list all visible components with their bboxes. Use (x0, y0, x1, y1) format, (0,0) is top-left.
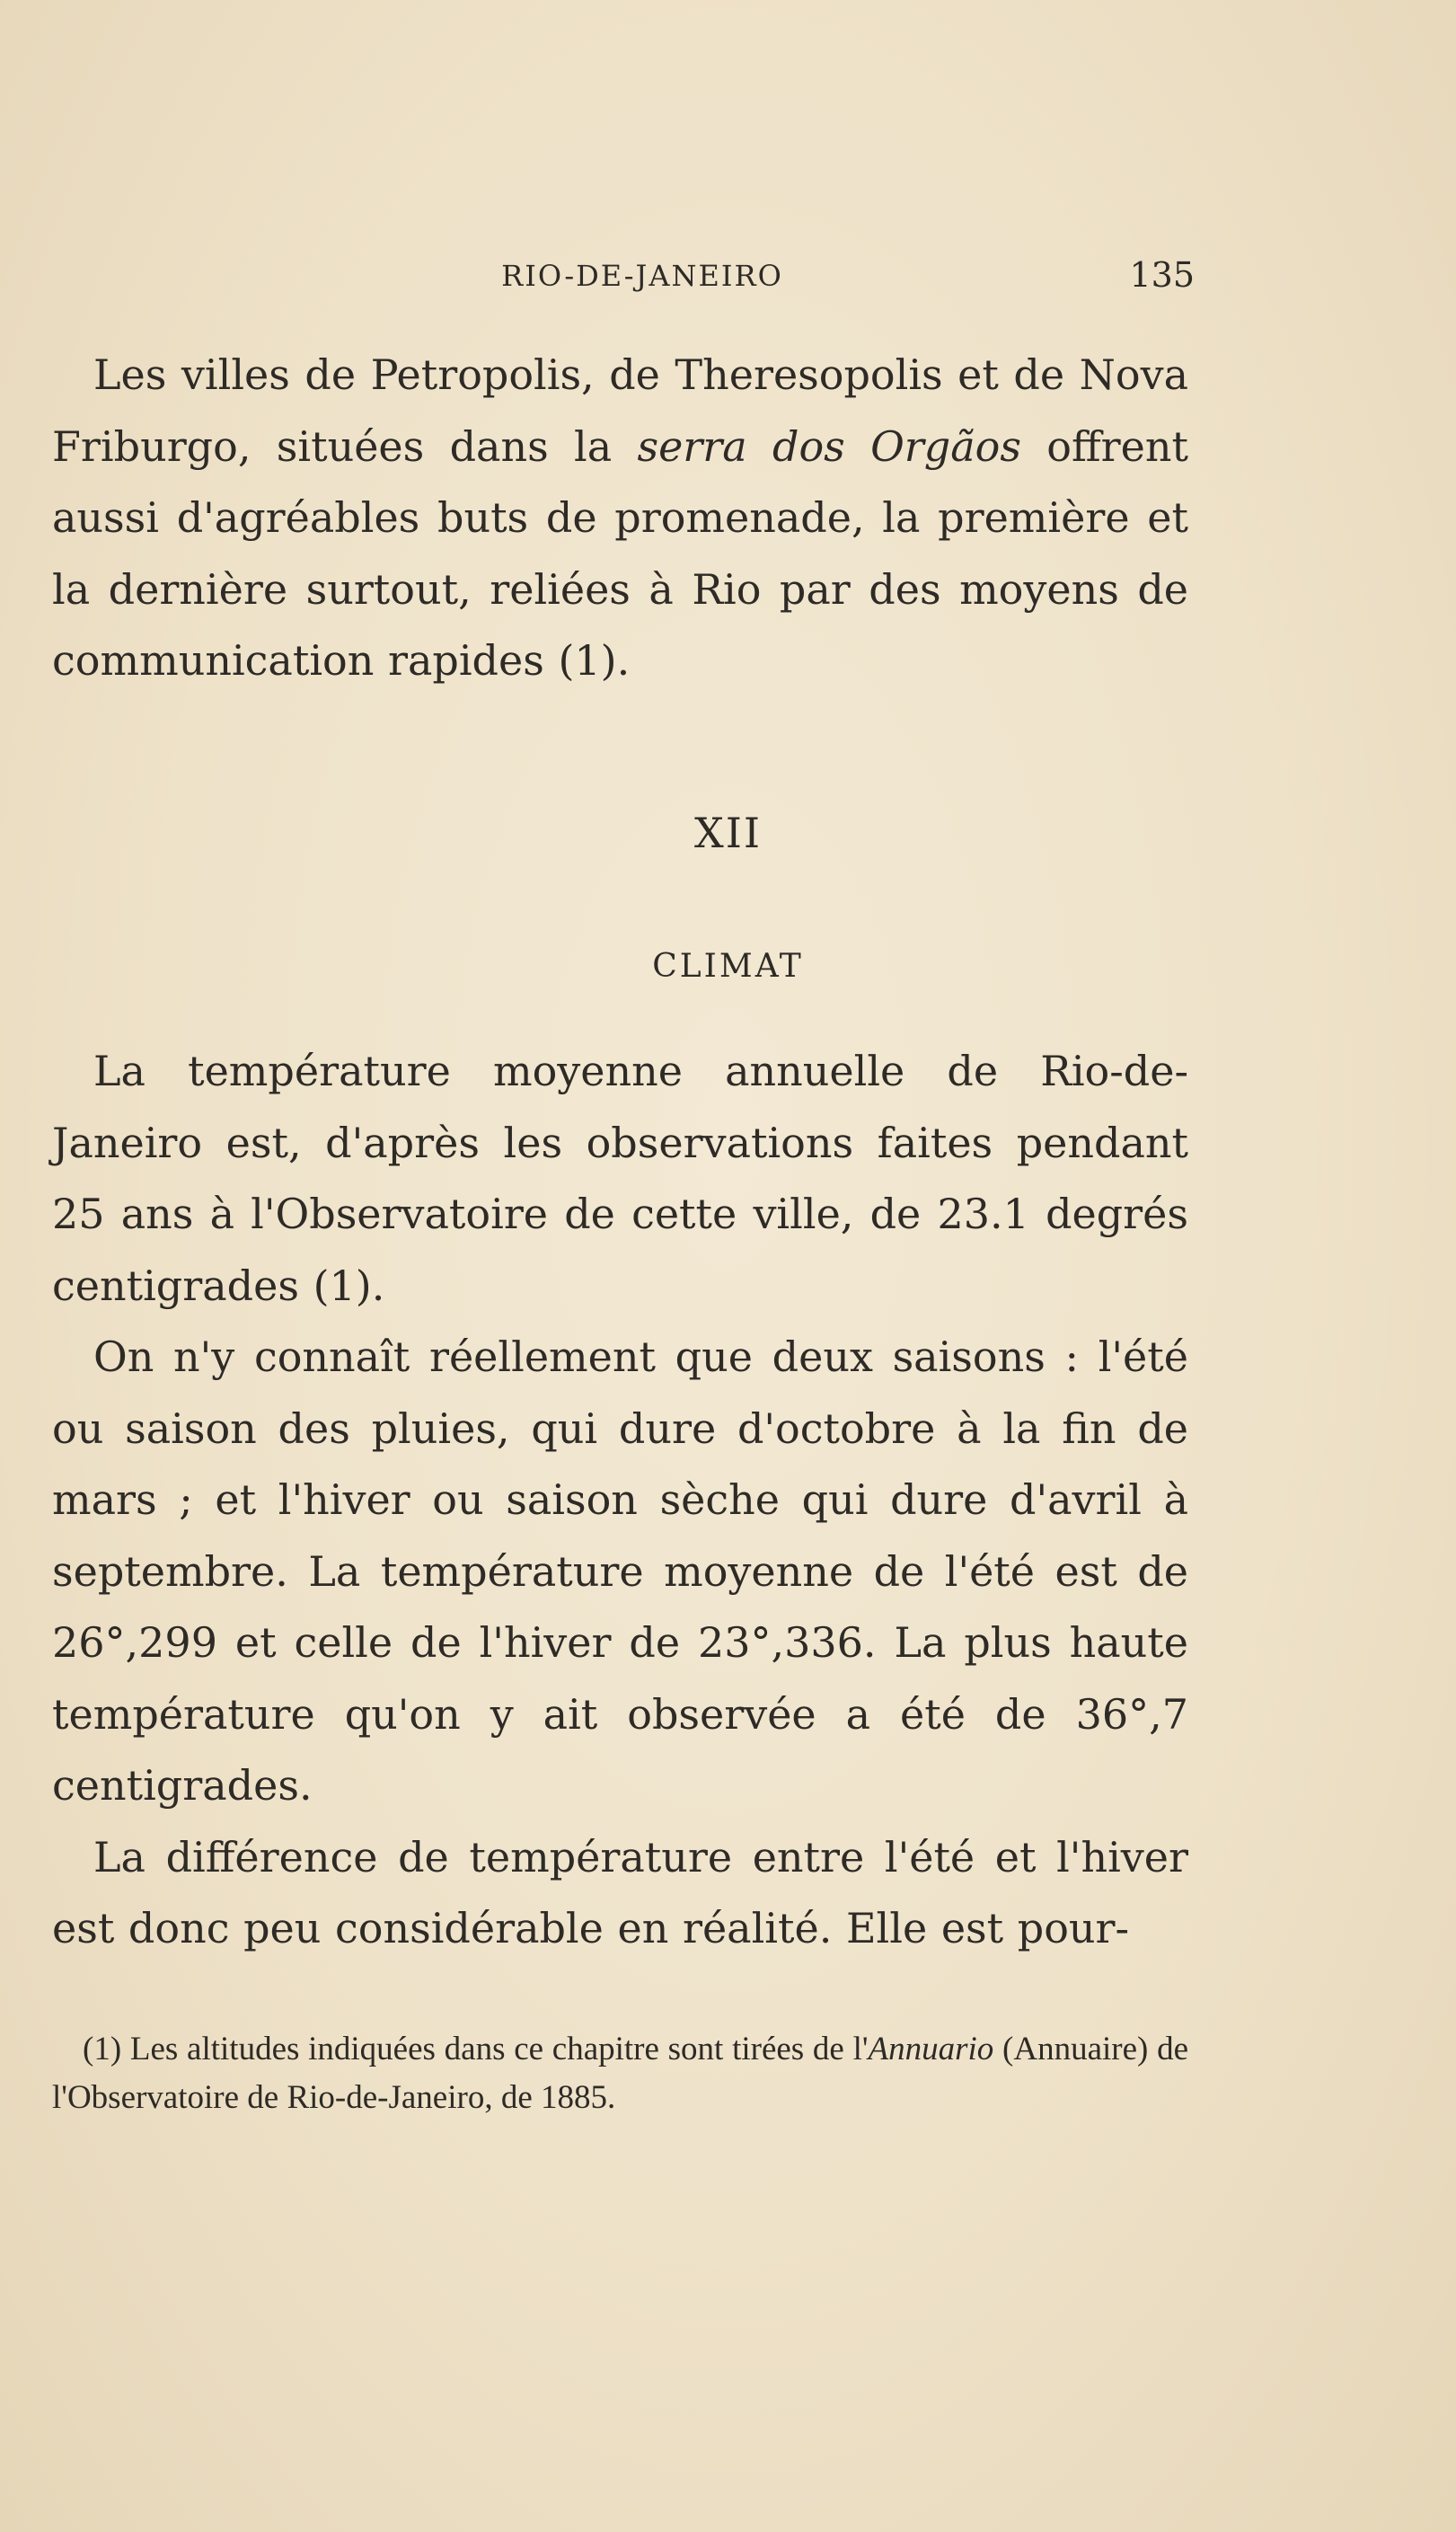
section-title: CLIMAT (652, 948, 804, 985)
paragraph-excursions (52, 340, 1188, 697)
footnote-italic-term: Annuario (868, 2031, 994, 2067)
running-title: RIO-DE-JANEIRO (501, 259, 783, 293)
paragraph-text: La différence de température entre l'été et l'hiver est donc peu considérable en réalité. Elle est pour- (52, 1832, 1188, 1952)
section-number: XII (693, 809, 763, 857)
paragraph-mean-temperature (52, 1036, 1188, 1322)
paragraph-text: Les villes de Petropolis, de Theresopolis et de Nova Friburgo, situées dans la (52, 350, 1188, 471)
paragraph-text: La température moyenne annuelle de Rio-de-Janeiro est, d'après les observations faites pendant 25 ans à l'Observatoire de cette ville, de 23.1 degrés centigrades (1). (52, 1047, 1188, 1310)
footnote-text: (1) Les altitudes indiquées dans ce chapitre sont tirées de l' (83, 2031, 869, 2067)
page-number: 135 (1129, 255, 1195, 295)
footnote (52, 2025, 1188, 2122)
climate-text (52, 1036, 1188, 1965)
footnote-text: (Annuaire) de l'Observatoire de Rio-de-Janeiro, de 1885. (52, 2031, 1189, 2116)
paragraph-seasons (52, 1322, 1188, 1822)
paragraph-temperature-difference (52, 1822, 1188, 1965)
paragraph-text: On n'y connaît réellement que deux saisons : l'été ou saison des pluies, qui dure d'octobre à la fin de mars ; et l'hiver ou saison sèche qui dure d'avril à septembre. La température moyenne de l'été est de 26°,299 et celle de l'hiver de 23°,336. La plus haute température qu'on y ait observée a été de 36°,7 centigrades. (52, 1332, 1188, 1810)
paragraph-text: offrent aussi d'agréables buts de promenade, la première et la dernière surtout, reliées à Rio par des moyens de communication rapides (1). (52, 421, 1188, 685)
italic-term: serra dos Orgãos (637, 421, 1021, 471)
running-head (90, 255, 1195, 300)
